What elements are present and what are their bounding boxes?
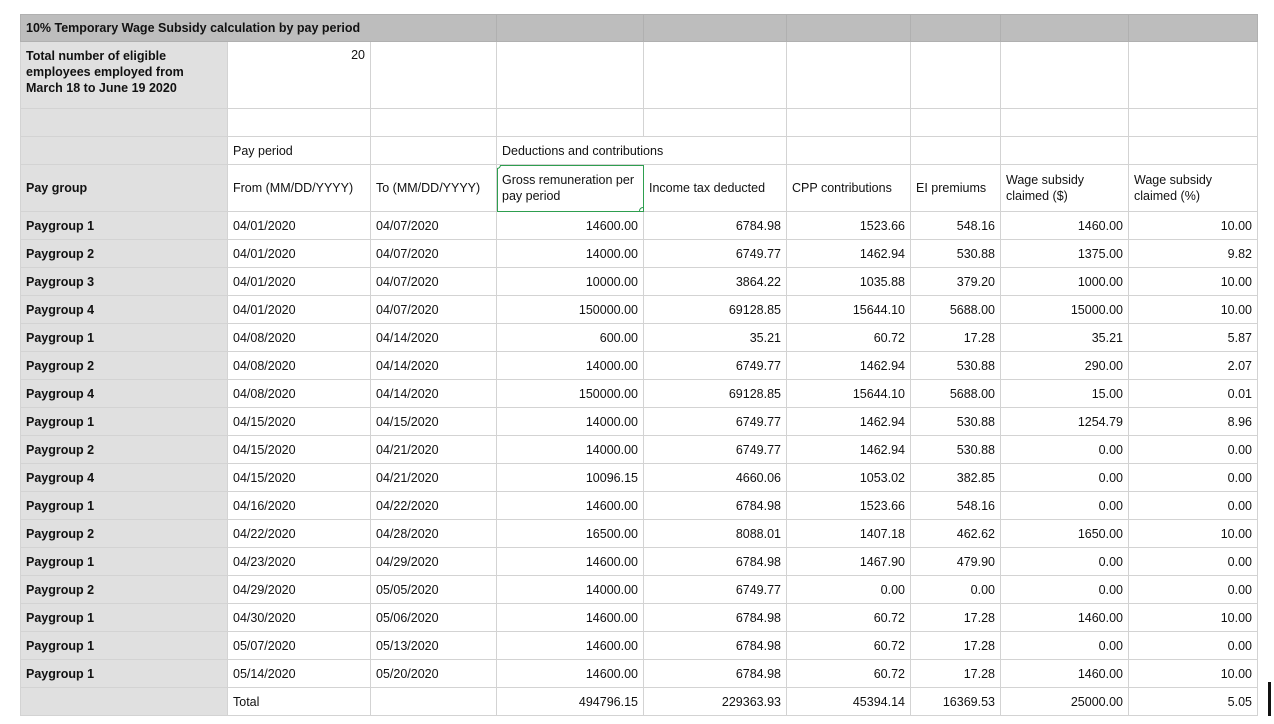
pay-group-cell[interactable]: Paygroup 2: [21, 576, 228, 604]
ei-cell[interactable]: 17.28: [911, 324, 1001, 352]
gross-cell[interactable]: 14600.00: [497, 604, 644, 632]
from-date-cell[interactable]: 04/08/2020: [228, 380, 371, 408]
cell[interactable]: [644, 42, 787, 109]
cell[interactable]: [1129, 15, 1258, 42]
table-row: [21, 520, 1258, 548]
table-row: [21, 576, 1258, 604]
cell[interactable]: [228, 109, 371, 137]
income-tax-cell[interactable]: 6784.98: [644, 212, 787, 240]
to-date-cell[interactable]: 04/07/2020: [371, 240, 497, 268]
pay-group-cell[interactable]: Paygroup 1: [21, 548, 228, 576]
cell[interactable]: [1001, 15, 1129, 42]
total-subsidy-amount[interactable]: 25000.00: [1001, 688, 1129, 716]
to-date-cell[interactable]: 05/20/2020: [371, 660, 497, 688]
text-cursor: [1268, 682, 1271, 716]
subsidy-amount-cell[interactable]: 1000.00: [1001, 268, 1129, 296]
cpp-cell[interactable]: 1053.02: [787, 464, 911, 492]
income-tax-cell[interactable]: 3864.22: [644, 268, 787, 296]
cell[interactable]: [1129, 42, 1258, 109]
total-row: [21, 688, 1258, 716]
pay-group-cell[interactable]: Paygroup 1: [21, 212, 228, 240]
gross-cell[interactable]: 14600.00: [497, 660, 644, 688]
subsidy-percent-cell[interactable]: 10.00: [1129, 660, 1258, 688]
pay-group-cell[interactable]: Paygroup 2: [21, 520, 228, 548]
subsidy-amount-cell[interactable]: 0.00: [1001, 436, 1129, 464]
income-tax-cell[interactable]: 8088.01: [644, 520, 787, 548]
ei-cell[interactable]: 530.88: [911, 352, 1001, 380]
cpp-cell[interactable]: 1462.94: [787, 436, 911, 464]
subsidy-percent-cell[interactable]: 8.96: [1129, 408, 1258, 436]
cpp-cell[interactable]: 1462.94: [787, 408, 911, 436]
gross-cell[interactable]: 14600.00: [497, 212, 644, 240]
cell[interactable]: [644, 15, 787, 42]
pay-group-cell[interactable]: Paygroup 3: [21, 268, 228, 296]
subsidy-amount-cell[interactable]: 0.00: [1001, 548, 1129, 576]
from-date-cell[interactable]: 04/29/2020: [228, 576, 371, 604]
pay-group-cell[interactable]: Paygroup 1: [21, 408, 228, 436]
to-date-cell[interactable]: 04/22/2020: [371, 492, 497, 520]
group-header-row: [21, 137, 1258, 165]
subsidy-percent-cell[interactable]: 0.01: [1129, 380, 1258, 408]
gross-cell[interactable]: 600.00: [497, 324, 644, 352]
income-tax-cell[interactable]: 6784.98: [644, 632, 787, 660]
subsidy-percent-cell[interactable]: 10.00: [1129, 604, 1258, 632]
income-tax-cell[interactable]: 6749.77: [644, 436, 787, 464]
subsidy-amount-cell[interactable]: 1650.00: [1001, 520, 1129, 548]
cpp-cell[interactable]: 1035.88: [787, 268, 911, 296]
income-tax-cell[interactable]: 6784.98: [644, 548, 787, 576]
table-row: [21, 296, 1258, 324]
subsidy-percent-cell[interactable]: 9.82: [1129, 240, 1258, 268]
pay-group-cell[interactable]: Paygroup 2: [21, 436, 228, 464]
table-row: [21, 352, 1258, 380]
cell[interactable]: [371, 688, 497, 716]
table-row: [21, 268, 1258, 296]
table-row: [21, 492, 1258, 520]
spreadsheet-table: [20, 14, 1258, 716]
ei-cell[interactable]: 379.20: [911, 268, 1001, 296]
total-subsidy-percent[interactable]: 5.05: [1129, 688, 1258, 716]
from-date-cell[interactable]: 04/01/2020: [228, 268, 371, 296]
pay-group-cell[interactable]: Paygroup 1: [21, 604, 228, 632]
subsidy-amount-cell[interactable]: 0.00: [1001, 632, 1129, 660]
cpp-cell[interactable]: 1462.94: [787, 240, 911, 268]
pay-group-cell[interactable]: Paygroup 2: [21, 240, 228, 268]
ei-cell[interactable]: 530.88: [911, 408, 1001, 436]
ei-cell[interactable]: 5688.00: [911, 380, 1001, 408]
to-date-cell[interactable]: 04/07/2020: [371, 268, 497, 296]
from-date-cell[interactable]: 04/23/2020: [228, 548, 371, 576]
cpp-cell[interactable]: 1523.66: [787, 212, 911, 240]
column-header-to[interactable]: To (MM/DD/YYYY): [371, 165, 497, 212]
income-tax-cell[interactable]: 35.21: [644, 324, 787, 352]
subsidy-amount-cell[interactable]: 1460.00: [1001, 660, 1129, 688]
income-tax-cell[interactable]: 6749.77: [644, 408, 787, 436]
ei-cell[interactable]: 5688.00: [911, 296, 1001, 324]
cell[interactable]: [787, 137, 911, 165]
to-date-cell[interactable]: 04/14/2020: [371, 352, 497, 380]
pay-group-cell[interactable]: Paygroup 1: [21, 324, 228, 352]
ei-cell[interactable]: 462.62: [911, 520, 1001, 548]
gross-cell[interactable]: 14600.00: [497, 632, 644, 660]
subsidy-amount-cell[interactable]: 0.00: [1001, 576, 1129, 604]
column-header-gross-selected[interactable]: [497, 165, 644, 212]
gross-cell[interactable]: 150000.00: [497, 380, 644, 408]
subsidy-percent-cell[interactable]: 0.00: [1129, 632, 1258, 660]
cell[interactable]: [21, 109, 228, 137]
gross-cell[interactable]: 150000.00: [497, 296, 644, 324]
from-date-cell[interactable]: 05/07/2020: [228, 632, 371, 660]
income-tax-cell[interactable]: 6784.98: [644, 604, 787, 632]
cpp-cell[interactable]: 1467.90: [787, 548, 911, 576]
subsidy-percent-cell[interactable]: 5.87: [1129, 324, 1258, 352]
pay-group-cell[interactable]: Paygroup 4: [21, 464, 228, 492]
subsidy-percent-cell[interactable]: 0.00: [1129, 492, 1258, 520]
eligible-label[interactable]: Total number of eligible employees employed from March 18 to June 19 2020: [21, 42, 228, 109]
cpp-cell[interactable]: 15644.10: [787, 296, 911, 324]
subsidy-amount-cell[interactable]: 0.00: [1001, 464, 1129, 492]
cpp-cell[interactable]: 0.00: [787, 576, 911, 604]
subsidy-amount-cell[interactable]: 1254.79: [1001, 408, 1129, 436]
subsidy-percent-cell[interactable]: 10.00: [1129, 212, 1258, 240]
cell[interactable]: [497, 42, 644, 109]
pay-group-cell[interactable]: Paygroup 4: [21, 296, 228, 324]
gross-cell[interactable]: 10000.00: [497, 268, 644, 296]
subsidy-percent-cell[interactable]: 0.00: [1129, 548, 1258, 576]
to-date-cell[interactable]: 04/21/2020: [371, 436, 497, 464]
table-row: [21, 408, 1258, 436]
column-header-cpp[interactable]: CPP contributions: [787, 165, 911, 212]
total-label[interactable]: Total: [228, 688, 371, 716]
pay-group-cell[interactable]: Paygroup 1: [21, 492, 228, 520]
column-header-gross: Gross remuneration per pay period: [502, 173, 635, 203]
income-tax-cell[interactable]: 69128.85: [644, 296, 787, 324]
gross-cell[interactable]: 10096.15: [497, 464, 644, 492]
gross-cell[interactable]: 14000.00: [497, 408, 644, 436]
subsidy-percent-cell[interactable]: 10.00: [1129, 296, 1258, 324]
subsidy-amount-cell[interactable]: 1460.00: [1001, 604, 1129, 632]
subsidy-amount-cell[interactable]: 0.00: [1001, 492, 1129, 520]
to-date-cell[interactable]: 04/14/2020: [371, 324, 497, 352]
column-header-subsidy-percent[interactable]: Wage subsidy claimed (%): [1129, 165, 1258, 212]
gross-cell[interactable]: 14000.00: [497, 436, 644, 464]
ei-cell[interactable]: 17.28: [911, 660, 1001, 688]
column-header-from[interactable]: From (MM/DD/YYYY): [228, 165, 371, 212]
table-row: [21, 324, 1258, 352]
gross-cell[interactable]: 14000.00: [497, 576, 644, 604]
subsidy-percent-cell[interactable]: 10.00: [1129, 268, 1258, 296]
cpp-cell[interactable]: 1523.66: [787, 492, 911, 520]
ei-cell[interactable]: 530.88: [911, 240, 1001, 268]
cell[interactable]: [911, 15, 1001, 42]
deductions-group-label[interactable]: Deductions and contributions: [497, 137, 787, 165]
cpp-cell[interactable]: 60.72: [787, 632, 911, 660]
cell[interactable]: [1129, 137, 1258, 165]
subsidy-percent-cell[interactable]: 0.00: [1129, 464, 1258, 492]
pay-group-cell[interactable]: Paygroup 1: [21, 632, 228, 660]
from-date-cell[interactable]: 04/15/2020: [228, 464, 371, 492]
gross-cell[interactable]: 14000.00: [497, 352, 644, 380]
ei-cell[interactable]: 479.90: [911, 548, 1001, 576]
cell[interactable]: [911, 109, 1001, 137]
gross-cell[interactable]: 14000.00: [497, 240, 644, 268]
cpp-cell[interactable]: 1407.18: [787, 520, 911, 548]
to-date-cell[interactable]: 04/15/2020: [371, 408, 497, 436]
cell[interactable]: [911, 42, 1001, 109]
cpp-cell[interactable]: 60.72: [787, 660, 911, 688]
subsidy-amount-cell[interactable]: 1375.00: [1001, 240, 1129, 268]
gross-cell[interactable]: 14600.00: [497, 548, 644, 576]
cell[interactable]: [497, 15, 644, 42]
subsidy-amount-cell[interactable]: 35.21: [1001, 324, 1129, 352]
table-row: [21, 660, 1258, 688]
cpp-cell[interactable]: 60.72: [787, 324, 911, 352]
to-date-cell[interactable]: 05/05/2020: [371, 576, 497, 604]
subsidy-percent-cell[interactable]: 0.00: [1129, 436, 1258, 464]
ei-cell[interactable]: 0.00: [911, 576, 1001, 604]
column-header-ei[interactable]: EI premiums: [911, 165, 1001, 212]
ei-cell[interactable]: 530.88: [911, 436, 1001, 464]
from-date-cell[interactable]: 05/14/2020: [228, 660, 371, 688]
column-header-row: [21, 165, 1258, 212]
subsidy-percent-cell[interactable]: 0.00: [1129, 576, 1258, 604]
gross-cell[interactable]: 16500.00: [497, 520, 644, 548]
cpp-cell[interactable]: 15644.10: [787, 380, 911, 408]
table-row: [21, 548, 1258, 576]
subsidy-amount-cell[interactable]: 1460.00: [1001, 212, 1129, 240]
subsidy-amount-cell[interactable]: 15.00: [1001, 380, 1129, 408]
cpp-cell[interactable]: 1462.94: [787, 352, 911, 380]
income-tax-cell[interactable]: 6784.98: [644, 660, 787, 688]
pay-group-cell[interactable]: Paygroup 1: [21, 660, 228, 688]
cell[interactable]: [1001, 109, 1129, 137]
to-date-cell[interactable]: 04/07/2020: [371, 296, 497, 324]
pay-group-cell[interactable]: Paygroup 4: [21, 380, 228, 408]
cell[interactable]: [1001, 42, 1129, 109]
table-row: [21, 436, 1258, 464]
to-date-cell[interactable]: 04/14/2020: [371, 380, 497, 408]
eligible-row: [21, 42, 1258, 109]
from-date-cell[interactable]: 04/01/2020: [228, 240, 371, 268]
pay-group-cell[interactable]: Paygroup 2: [21, 352, 228, 380]
total-income-tax[interactable]: 229363.93: [644, 688, 787, 716]
cell[interactable]: [21, 688, 228, 716]
subsidy-percent-cell[interactable]: 10.00: [1129, 520, 1258, 548]
empty-row: [21, 109, 1258, 137]
income-tax-cell[interactable]: 4660.06: [644, 464, 787, 492]
cell[interactable]: [787, 42, 911, 109]
income-tax-cell[interactable]: 6784.98: [644, 492, 787, 520]
ei-cell[interactable]: 548.16: [911, 492, 1001, 520]
income-tax-cell[interactable]: 6749.77: [644, 576, 787, 604]
subsidy-amount-cell[interactable]: 290.00: [1001, 352, 1129, 380]
to-date-cell[interactable]: 05/13/2020: [371, 632, 497, 660]
column-header-pay-group[interactable]: Pay group: [21, 165, 228, 212]
from-date-cell[interactable]: 04/08/2020: [228, 324, 371, 352]
cell[interactable]: [644, 109, 787, 137]
cell[interactable]: [787, 109, 911, 137]
from-date-cell[interactable]: 04/15/2020: [228, 436, 371, 464]
table-row: [21, 212, 1258, 240]
total-ei[interactable]: 16369.53: [911, 688, 1001, 716]
gross-cell[interactable]: 14600.00: [497, 492, 644, 520]
table-row: [21, 604, 1258, 632]
income-tax-cell[interactable]: 6749.77: [644, 240, 787, 268]
to-date-cell[interactable]: 04/29/2020: [371, 548, 497, 576]
total-gross[interactable]: 494796.15: [497, 688, 644, 716]
cell[interactable]: [1001, 137, 1129, 165]
table-row: [21, 464, 1258, 492]
from-date-cell[interactable]: 04/22/2020: [228, 520, 371, 548]
to-date-cell[interactable]: 04/21/2020: [371, 464, 497, 492]
ei-cell[interactable]: 548.16: [911, 212, 1001, 240]
cell[interactable]: [497, 109, 644, 137]
subsidy-percent-cell[interactable]: 2.07: [1129, 352, 1258, 380]
cell[interactable]: [21, 137, 228, 165]
to-date-cell[interactable]: 04/07/2020: [371, 212, 497, 240]
table-row: [21, 380, 1258, 408]
income-tax-cell[interactable]: 69128.85: [644, 380, 787, 408]
cpp-cell[interactable]: 60.72: [787, 604, 911, 632]
ei-cell[interactable]: 17.28: [911, 604, 1001, 632]
cell[interactable]: [1129, 109, 1258, 137]
cell[interactable]: [371, 42, 497, 109]
table-title[interactable]: 10% Temporary Wage Subsidy calculation by pay period: [21, 15, 497, 42]
from-date-cell[interactable]: 04/16/2020: [228, 492, 371, 520]
selection-handle-top-left[interactable]: [497, 165, 502, 170]
subsidy-amount-cell[interactable]: 15000.00: [1001, 296, 1129, 324]
selection-handle-bottom-right[interactable]: [639, 207, 644, 212]
table-row: [21, 632, 1258, 660]
column-header-income-tax[interactable]: Income tax deducted: [644, 165, 787, 212]
table-row: [21, 240, 1258, 268]
cell[interactable]: [371, 109, 497, 137]
total-cpp[interactable]: 45394.14: [787, 688, 911, 716]
from-date-cell[interactable]: 04/08/2020: [228, 352, 371, 380]
from-date-cell[interactable]: 04/15/2020: [228, 408, 371, 436]
pay-period-group-label[interactable]: Pay period: [228, 137, 371, 165]
column-header-subsidy-amount[interactable]: Wage subsidy claimed ($): [1001, 165, 1129, 212]
title-row: [21, 15, 1258, 42]
cell[interactable]: [787, 15, 911, 42]
eligible-value[interactable]: 20: [228, 42, 371, 109]
from-date-cell[interactable]: 04/01/2020: [228, 296, 371, 324]
to-date-cell[interactable]: 05/06/2020: [371, 604, 497, 632]
from-date-cell[interactable]: 04/01/2020: [228, 212, 371, 240]
to-date-cell[interactable]: 04/28/2020: [371, 520, 497, 548]
cell[interactable]: [371, 137, 497, 165]
income-tax-cell[interactable]: 6749.77: [644, 352, 787, 380]
from-date-cell[interactable]: 04/30/2020: [228, 604, 371, 632]
cell[interactable]: [911, 137, 1001, 165]
ei-cell[interactable]: 17.28: [911, 632, 1001, 660]
ei-cell[interactable]: 382.85: [911, 464, 1001, 492]
